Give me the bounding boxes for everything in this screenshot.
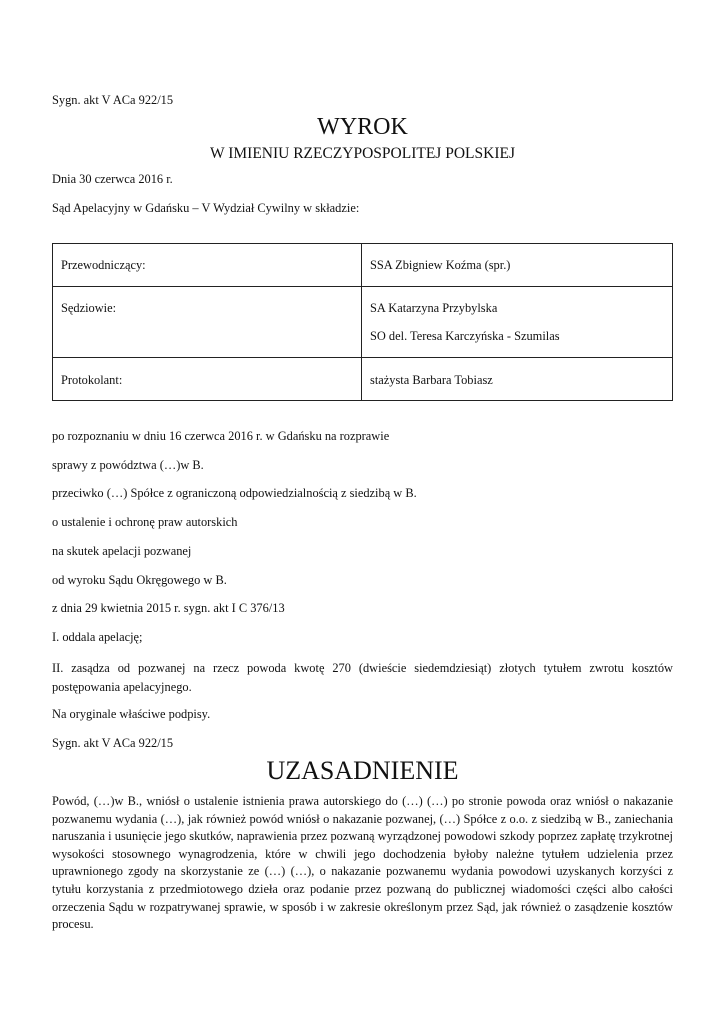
presiding-label: Przewodniczący: (61, 258, 146, 272)
judges-label-cell (53, 287, 362, 358)
presiding-name: SSA Zbigniew Koźma (spr.) (370, 258, 511, 272)
clerk-label-cell (53, 358, 362, 401)
ruling-point-2: II. zasądza od pozwanej na rzecz powoda kwotę 270 (dwieście siedemdziesiąt) złotych tytułem zwrotu kosztów postępowania apelacyjnego. (52, 661, 673, 694)
judge-name-1: SA Katarzyna Przybylska (370, 301, 498, 315)
court-composition-intro: Sąd Apelacyjny w Gdańsku – V Wydział Cywilny w składzie: (52, 201, 360, 215)
defendant-line: przeciwko (…) Spółce z ograniczoną odpowiedzialnością z siedzibą w B. (52, 486, 417, 500)
case-reference-2: Sygn. akt V ACa 922/15 (52, 736, 174, 750)
court-composition-table (52, 243, 673, 401)
signatures-note: Na oryginale właściwe podpisy. (52, 707, 211, 721)
judge-name-2: SO del. Teresa Karczyńska - Szumilas (370, 329, 560, 343)
presiding-name-cell (362, 244, 673, 287)
justification-title: UZASADNIENIE (266, 756, 459, 785)
clerk-name: stażysta Barbara Tobiasz (370, 373, 493, 387)
ruling-point-1: I. oddala apelację; (52, 630, 143, 644)
judgment-subtitle: W IMIENIU RZECZYPOSPOLITEJ POLSKIEJ (210, 145, 515, 162)
table-row (53, 358, 673, 401)
presiding-label-cell (53, 244, 362, 287)
judgment-title: WYROK (317, 114, 408, 140)
judges-names-cell (362, 287, 673, 358)
clerk-label: Protokolant: (61, 373, 123, 387)
subject-line: o ustalenie i ochronę praw autorskich (52, 515, 238, 529)
lower-judgment-line: z dnia 29 kwietnia 2015 r. sygn. akt I C 376/13 (52, 601, 285, 615)
appeal-line: na skutek apelacji pozwanej (52, 544, 192, 558)
table-row (53, 244, 673, 287)
case-reference: Sygn. akt V ACa 922/15 (52, 93, 174, 107)
table-row (53, 287, 673, 358)
judges-label: Sędziowie: (61, 301, 117, 315)
judgment-date: Dnia 30 czerwca 2016 r. (52, 172, 173, 186)
clerk-name-cell (362, 358, 673, 401)
justification-paragraph: Powód, (…)w B., wniósł o ustalenie istnienia prawa autorskiego do (…) (…) po stronie powoda oraz wniósł o nakazanie pozwanemu wydania (…), jak również powód wniósł o nakazanie pozwanej, (…) Spółce z o.o. z siedzibą w B., zaniechania naruszania i usunięcie jego skutków, naprawienia przez pozwaną wyrządzonej powodowi szkody poprzez zapłatę trzykrotnej wysokości stosownego wynagrodzenia, które w chwili jego dochodzenia byłoby należne tytułem udzielenia przez uprawnionego zgody na skorzystanie ze (…) (…), o nakazanie pozwanemu wydania powodowi uzyskanych korzyści z tytułu korzystania z przedmiotowego dzieła oraz podanie przez pozwaną do publicznej wiadomości części albo całości orzeczenia Sądu w rozpatrywanej sprawie, w sposób i w zakresie określonym przez Sąd, jak również o zasądzenie kosztów procesu. (52, 794, 673, 932)
lower-court-line: od wyroku Sądu Okręgowego w B. (52, 573, 227, 587)
plaintiff-line: sprawy z powództwa (…)w B. (52, 458, 204, 472)
hearing-line: po rozpoznaniu w dniu 16 czerwca 2016 r. w Gdańsku na rozprawie (52, 429, 390, 443)
